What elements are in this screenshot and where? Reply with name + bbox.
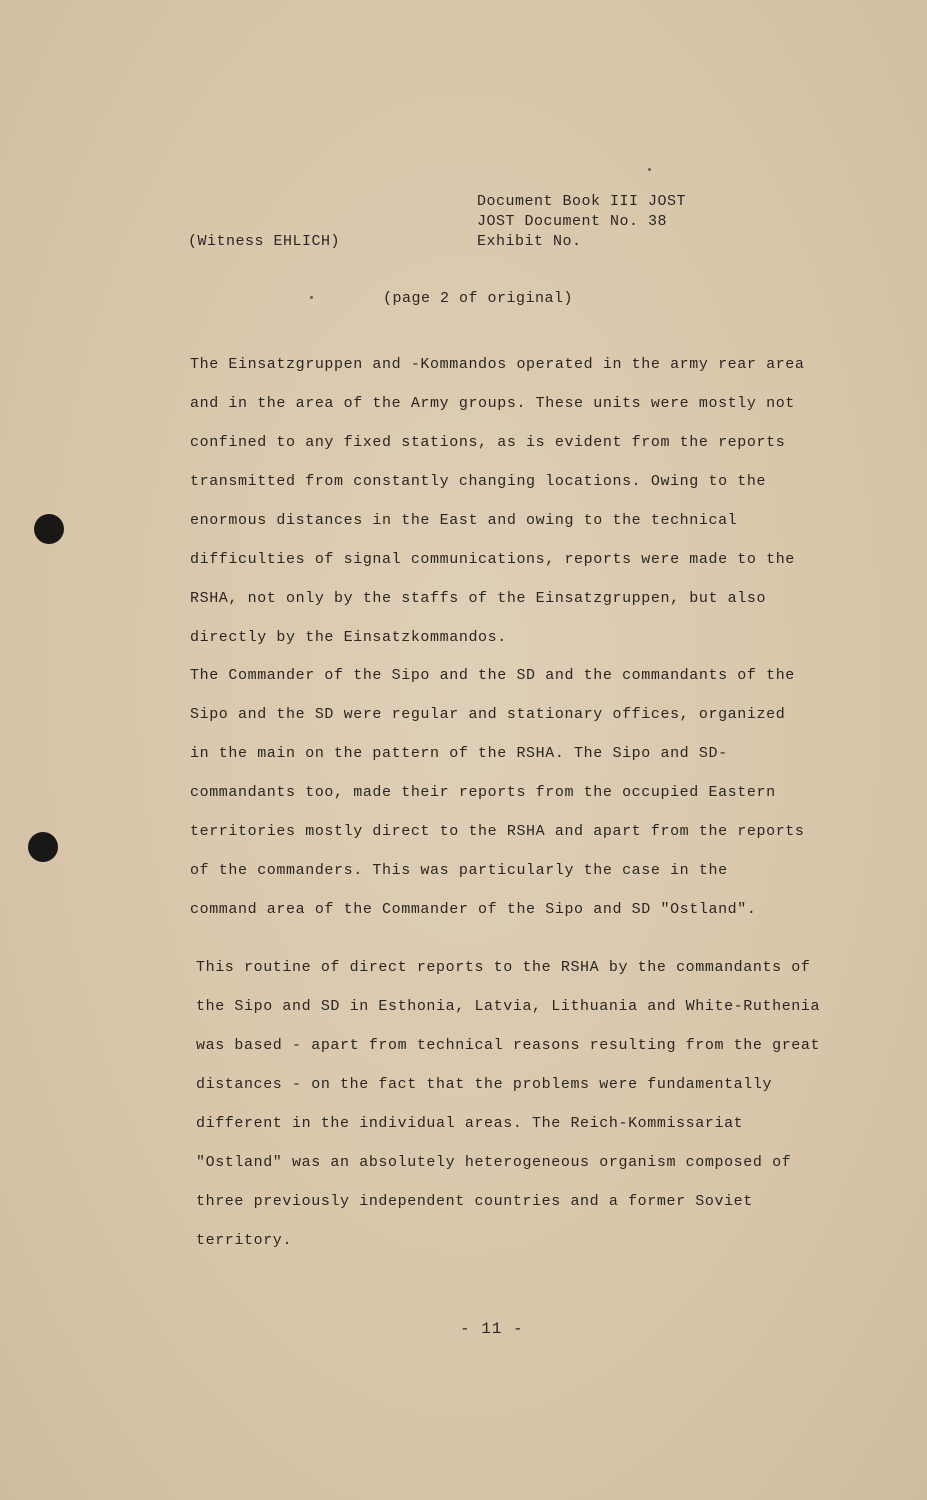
text-line: difficulties of signal communications, reports were made to the <box>190 551 795 568</box>
exhibit-line: Exhibit No. <box>477 233 582 250</box>
page-number: - 11 - <box>460 1320 524 1338</box>
text-line: the Sipo and SD in Esthonia, Latvia, Lithuania and White-Ruthenia <box>196 998 821 1015</box>
text-line: commandants too, made their reports from the occupied Eastern <box>190 784 776 801</box>
paragraph-3 <box>196 948 836 1260</box>
document-book-line: Document Book III JOST <box>477 193 687 210</box>
text-line: and in the area of the Army groups. These units were mostly not <box>190 395 795 412</box>
text-line: three previously independent countries and a former Soviet <box>196 1193 753 1210</box>
text-line: The Einsatzgruppen and -Kommandos operated in the army rear area <box>190 356 805 373</box>
text-line: territories mostly direct to the RSHA and apart from the reports <box>190 823 805 840</box>
text-line: distances - on the fact that the problems were fundamentally <box>196 1076 773 1093</box>
text-line: command area of the Commander of the Sipo and SD "Ostland". <box>190 901 757 918</box>
punch-hole-top <box>34 514 64 544</box>
document-reference-block <box>477 192 686 252</box>
text-line: The Commander of the Sipo and the SD and the commandants of the <box>190 667 795 684</box>
paper-speck <box>648 168 651 171</box>
text-line: transmitted from constantly changing locations. Owing to the <box>190 473 767 490</box>
text-line: Sipo and the SD were regular and stationary offices, organized <box>190 706 786 723</box>
text-line: different in the individual areas. The Reich-Kommissariat <box>196 1115 744 1132</box>
text-line: RSHA, not only by the staffs of the Einsatzgruppen, but also <box>190 590 767 607</box>
text-line: of the commanders. This was particularly the case in the <box>190 862 728 879</box>
document-number-line: JOST Document No. 38 <box>477 213 668 230</box>
text-line: territory. <box>196 1232 293 1249</box>
text-line: enormous distances in the East and owing to the technical <box>190 512 738 529</box>
paragraph-1 <box>190 345 830 657</box>
text-line: "Ostland" was an absolutely heterogeneous organism composed of <box>196 1154 792 1171</box>
witness-label: (Witness EHLICH) <box>188 233 341 250</box>
text-line: was based - apart from technical reasons resulting from the great <box>196 1037 821 1054</box>
text-line: directly by the Einsatzkommandos. <box>190 629 507 646</box>
text-line: in the main on the pattern of the RSHA. The Sipo and SD- <box>190 745 728 762</box>
punch-hole-bottom <box>28 832 58 862</box>
paragraph-2 <box>190 656 830 929</box>
paper-speck <box>310 296 313 299</box>
text-line: This routine of direct reports to the RSHA by the commandants of <box>196 959 811 976</box>
page-reference: (page 2 of original) <box>383 290 574 307</box>
text-line: confined to any fixed stations, as is evident from the reports <box>190 434 786 451</box>
